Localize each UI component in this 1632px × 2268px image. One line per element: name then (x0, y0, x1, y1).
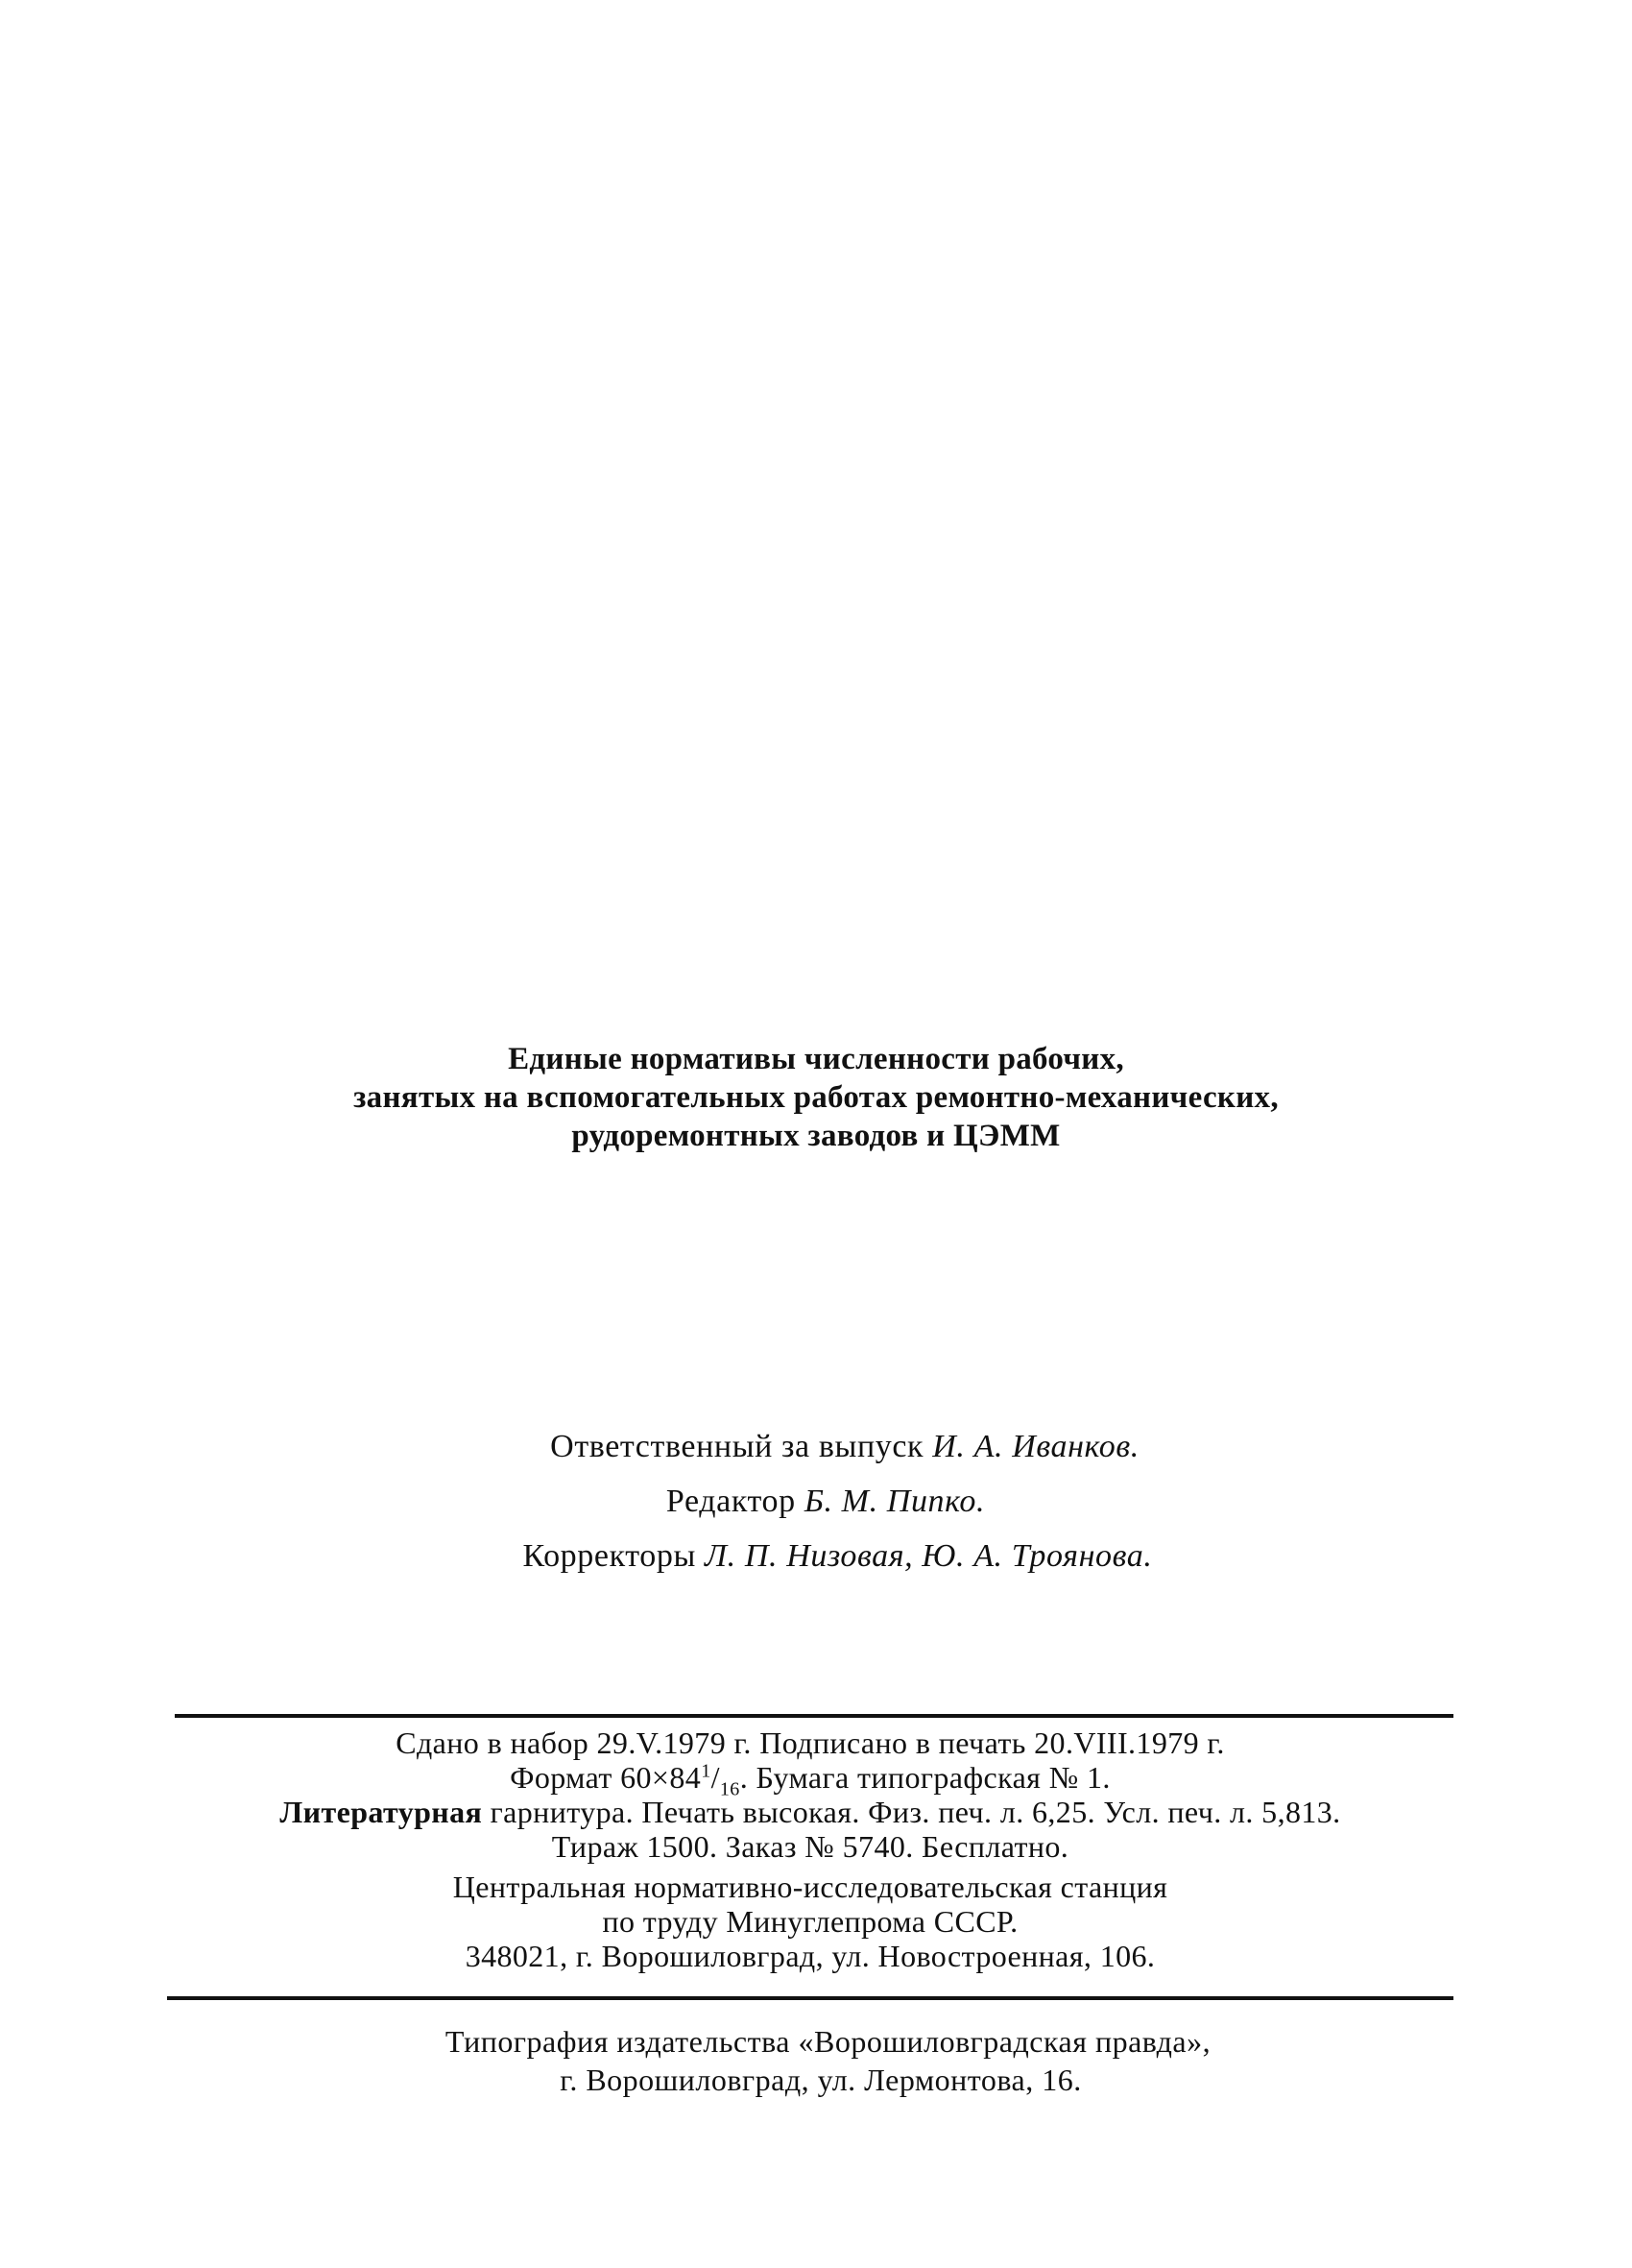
imprint-publisher-1: Центральная нормативно-исследовательская станция (452, 1870, 1168, 1904)
printer-line-2: г. Ворошиловград, ул. Лермонтова, 16. (560, 2063, 1082, 2097)
imprint-typeface (167, 1795, 1453, 1829)
credits-block (0, 1419, 1632, 1583)
credit-responsible (0, 1419, 1632, 1474)
credit-names: Л. П. Низовая, Ю. А. Троянова. (705, 1538, 1153, 1574)
credit-role: Редактор (665, 1484, 796, 1519)
imprint-format (167, 1760, 1453, 1800)
format-fraction-separator: / (710, 1760, 720, 1795)
credit-editor (0, 1474, 1632, 1529)
title-line-2: занятых на вспомогательных работах ремонтно-механических, (353, 1080, 1279, 1115)
format-suffix: . Бумага типографская № 1. (739, 1760, 1111, 1795)
imprint-address: 348021, г. Ворошиловград, ул. Новостроенная, 106. (465, 1939, 1156, 1973)
typeface-details: гарнитура. Печать высокая. Физ. печ. л. 6,25. Усл. печ. л. 5,813. (482, 1795, 1341, 1829)
credit-names: И. А. Иванков. (932, 1429, 1140, 1464)
title-line-1: Единые нормативы численности рабочих, (508, 1042, 1124, 1076)
document-title (0, 1040, 1632, 1155)
imprint-publisher-2: по труду Минуглепрома СССР. (602, 1904, 1019, 1939)
imprint-top-rule (175, 1714, 1453, 1718)
printer-line-1: Типография издательства «Ворошиловградская правда», (444, 2024, 1212, 2059)
credit-role: Корректоры (522, 1538, 696, 1574)
imprint-bottom-rule (167, 1996, 1453, 2000)
credit-role: Ответственный за выпуск (550, 1429, 924, 1464)
imprint-block (167, 1725, 1453, 1973)
format-fraction-denominator: 16 (719, 1778, 740, 1800)
credit-names: Б. М. Пипко. (804, 1484, 986, 1519)
typeface-name: Литературная (279, 1795, 483, 1829)
printer-block (0, 2022, 1632, 2099)
imprint-run: Тираж 1500. Заказ № 5740. Бесплатно. (551, 1829, 1069, 1864)
title-line-3: рудоремонтных заводов и ЦЭММ (571, 1119, 1061, 1153)
format-prefix: Формат 60×84 (510, 1760, 702, 1795)
imprint-dates: Сдано в набор 29.V.1979 г. Подписано в печать 20.VIII.1979 г. (396, 1725, 1225, 1760)
format-fraction-numerator: 1 (701, 1760, 711, 1782)
credit-proofreaders (0, 1529, 1632, 1583)
